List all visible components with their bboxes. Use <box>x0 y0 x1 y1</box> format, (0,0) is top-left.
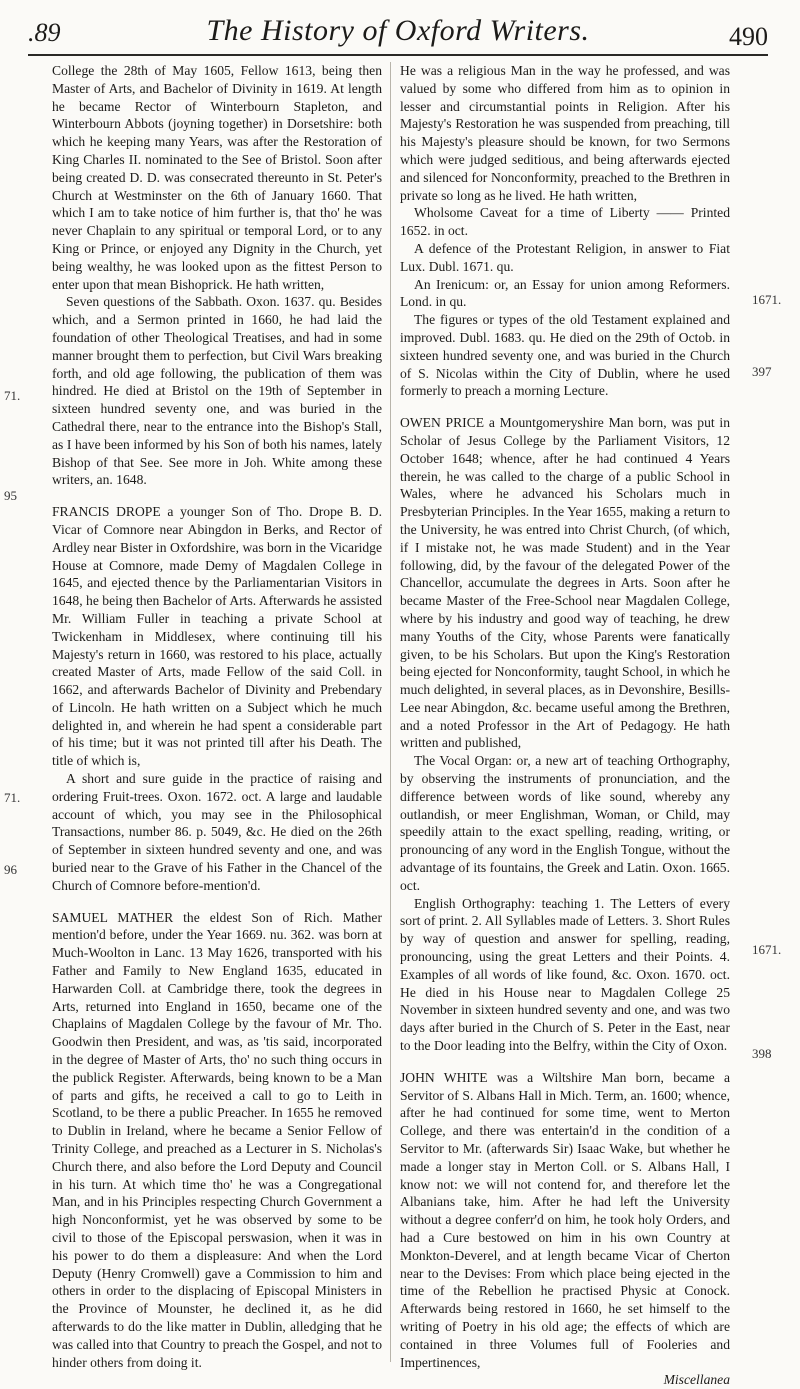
left-column <box>52 62 382 1371</box>
running-title: The History of Oxford Writers. <box>206 14 590 47</box>
work-entry: Wholsome Caveat for a time of Liberty —— Printed 1652. in oct. <box>400 205 730 239</box>
margin-number: 1671. <box>752 942 782 957</box>
paragraph: College the 28th of May 1605, Fellow 1613, being then Master of Arts, and Bachelor of Divinity in 1619. At length he became Rector of Winterbourn Stapleton, and Winterbourn Abbots (joyning together) in Dorsetshire: both which he keeping many Years, was after the Restoration of King Charles II. nominated to the See of Bristol. Soon after being created D. D. was consecrated thereunto in St. Peter's Church at Westminster on the 6th of January 1660. That which I am to take notice of him further is, that tho' he was never Chaplain to any spiritual or temporal Lord, or to any King or Prince, or enjoyed any Dignity in the Church, yet being wealthy, he was looked upon as the fittest Person to enter upon that mean Bishoprick. He hath written, <box>52 63 382 292</box>
margin-number: 96 <box>4 862 17 877</box>
work-entry: Seven questions of the Sabbath. Oxon. 1637. qu. Besides which, and a Sermon printed in 1660, he had laid the foundation of other Theological Treatises, and had in some manner brought them to perfection, but Civil Wars breaking forth, and old age following, the publication of them was hindred. He died at Bristol on the 19th of September in sixteen hundred seventy one, and was buried in the Cathedral there, near to the entrance into the Bishop's Stall, as I have been informed by his Son of both his names, lately Bishop of that See. See more in Joh. White among these writers, an. 1648. <box>52 294 382 488</box>
page-number-right: 490 <box>729 22 768 51</box>
work-entry: English Orthography: teaching 1. The Letters of every sort of print. 2. All Syllables made of Letters. 3. Short Rules by way of question and answer for spelling, reading, pronouncing, using the great Letters and their Points. 4. Examples of all words of like found, &c. Oxon. 1670. oct. He died in his House near to Magdalen College 25 November in sixteen hundred seventy and one, and was two days after buried in the Church of S. Peter in the East, near to the Door leading into the Belfry, within the City of Oxon. <box>400 895 730 1054</box>
margin-number: 95 <box>4 488 17 503</box>
margin-number: 71. <box>4 790 21 805</box>
margin-number: 398 <box>752 1046 772 1061</box>
paragraph: He was a religious Man in the way he professed, and was valued by some who differed from him as to opinion in lesser and circumstantial points in Religion. After his Majesty's Restoration he was suspended from preaching, till his Majesty's pleasure should be known, for two Sermons which were judged seditious, and being afterwards ejected and silenced for Nonconformity, preached to the Brethren in private so long as he lived. He hath written, <box>400 63 730 203</box>
margin-number: 1671. <box>752 292 782 307</box>
work-entry: A short and sure guide in the practice of raising and ordering Fruit-trees. Oxon. 1672. oct. A large and laudable account of which, you may see in the Philosophical Transactions, number 86. p. 5049, &c. He died on the 26th of September in sixteen hundred seventy and one, and was buried near to the Grave of his Father in the Chancel of the Church of Comnore before-mention'd. <box>52 771 382 893</box>
biography-entry-owen-price: OWEN PRICE a Mountgomeryshire Man born, was put in Scholar of Jesus College by the Parliament Visitors, 12 October 1648; whence, after he had continued 4 Years therein, he was called to the charge of a public School in Wales, where he advanced his Scholars much in Presbyterian Principles. In the Year 1655, making a return to the University, he was entred into Christ Church, (of which, if I mistake not, he was made Student) and in the Year following, did, by the favour of the delegated Power of the Chancellor, accumulate the degrees in Arts. Soon after he became Master of the Free-School near Magdalen College, where by his industry and good way of teaching, he drew many Youths of the City, whose Parents were fanatically given, to be his Scholars. But upon the King's Restoration being ejected for Nonconformity, taught School, in which he much delighted, in several places, as in Devonshire, Besills-Lee near Abingdon, &c. became useful among the Brethren, and a noted Professor in the Art of Pedagogy. He hath written and published, <box>400 415 730 751</box>
work-entry: A defence of the Protestant Religion, in answer to Fiat Lux. Dubl. 1671. qu. <box>400 240 730 274</box>
work-entry: An Irenicum: or, an Essay for union among Reformers. Lond. in qu. <box>400 276 730 310</box>
page-number-left: .89 <box>28 18 61 47</box>
column-divider <box>390 62 391 1362</box>
work-entry: The figures or types of the old Testament explained and improved. Dubl. 1683. qu. He died on the 29th of Octob. in sixteen hundred seventy one, and was buried in the Church of S. Nicolas within the City of Dublin, where he used formerly to preach a morning Lecture. <box>400 312 730 399</box>
work-entry: The Vocal Organ: or, a new art of teaching Orthography, by observing the instruments of pronunciation, and the difference between words of like sound, whereby any outlandish, or meer Englishman, Woman, or Child, may speedily attain to the exact spelling, reading, writing, or pronouncing of any word in the English Tongue, without the advantage of its fountains, the Greek and Latin. Oxon. 1665. oct. <box>400 753 730 893</box>
right-column <box>400 62 730 1389</box>
catchword: Miscellanea <box>663 1372 730 1388</box>
margin-number: 71. <box>4 388 21 403</box>
biography-entry-samuel-mather: SAMUEL MATHER the eldest Son of Rich. Mather mention'd before, under the Year 1669. nu. 362. was born at Much-Woolton in Lanc. 13 May 1626, transported with his Father and Family to New England 1635, educated in Harwarden Coll. at Cambridge there, took the degrees in Arts, returned into England in 1650, became one of the Chaplains of Magdalen College by the favour of Mr. Tho. Goodwin then President, and was, as 'tis said, incorporated in the degree of Master of Arts, tho' no such thing occurs in the publick Register. Afterwards, being known to be a Man of parts and gifts, he received a call to go to Leith in Scotland, to be there a public Preacher. In 1655 he removed to Dublin in Ireland, where he became a Senior Fellow of Trinity College, and preached as a Lecturer in S. Nicholas's Church there, and also before the Lord Deputy and Council in his turn. At which time tho' he was a Congregational Man, and in his Principles respecting Church Government a high Nonconformist, yet he was observed by some to be civil to those of the Episcopal perswasion, when it was in his power to do them a displeasure: And when the Lord Deputy (Henry Cromwell) gave a Commission to him and others in order to the displacing of Episcopal Ministers in the Province of Mounster, he declined it, as he did afterwards to do the like matter in Dublin, alledging that he was called into that Country to preach the Gospel, and not to hinder others from doing it. <box>52 909 382 1370</box>
biography-entry-john-white: JOHN WHITE was a Wiltshire Man born, became a Servitor of S. Albans Hall in Mich. Term, an. 1600; whence, after he had continued for some time, went to Merton College, and there was entertain'd in the condition of a Servitor to Mr. (afterwards Sir) Isaac Wake, but whether he made a longer stay in Merton Coll. or S. Albans Hall, I know not: we will not contend for, and therefore let the Albanians take, him. After he had left the University without a degree conferr'd on him, he took holy Orders, and had a Cure bestowed on him in his own Country at Monkton-Deverel, and at length became Vicar of Cherton near to the Devises: From which place being ejected in the time of the Rebellion he practised Physic at Conock. Afterwards being restored in 1660, he set himself to the writing of Poetry in his old age; the effects of which are contained in three Volumes full of Fooleries and Impertinences, <box>400 1069 730 1370</box>
margin-number: 397 <box>752 364 772 379</box>
page-header <box>28 10 768 56</box>
biography-entry-francis-drope: FRANCIS DROPE a younger Son of Tho. Drope B. D. Vicar of Comnore near Abingdon in Berks, and Rector of Ardley near Bister in Oxfordshire, was born in the Vicaridge House at Comnore, made Demy of Magdalen College in 1645, and ejected thence by the Parliamentarian Visitors in 1648, he being then Bachelor of Arts. Afterwards he assisted Mr. William Fuller in teaching a private School at Twickenham in Middlesex, where continuing till his Majesty's return in 1660, was restored to his place, actually created Master of Arts, made Fellow of the said Coll. in 1662, and afterwards Bachelor of Divinity and Prebendary of Lincoln. He hath written on a Subject which he much delighted in, and wherein he had spent a considerable part of his time; but it was not printed till after his Death. The title of which is, <box>52 504 382 769</box>
